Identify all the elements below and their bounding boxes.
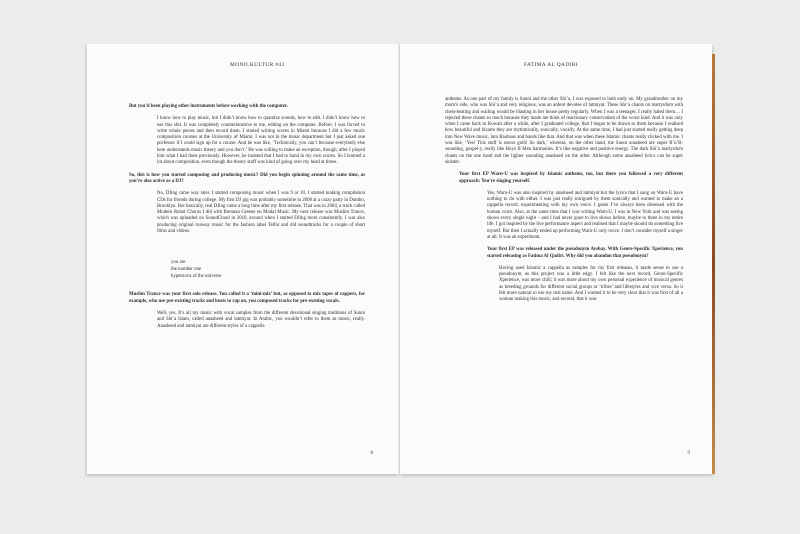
question: But you’d been playing other instruments before working with the computer. bbox=[129, 104, 288, 109]
page-header: FATIMA AL QADIRI bbox=[524, 62, 579, 68]
question: Your first EP Warn-U was inspired by Islamic anthems, too, but there you followed a very different approach: You’re singing yourself. bbox=[459, 172, 683, 184]
answer: I know how to play music, but I didn’t know how to quantize sounds, how to edit. I didn’t know how to use this shit. It was completely counterintuitive to me, editing on the computer. Before, I was forced to write whole pieces and then record them. I started writing scores in Miami because I did a few music composition courses at the University of Miami. I was not in the music department but I just asked one professor if I could sign up for a course. And he was like, ‘Technically, you can’t because everybody else here understands music theory and you don’t.’ He was willing to make an exception, though, after I played him what I had done previously. However, he insisted that I had to hand in my own scores. So I learned a lot about composition, even though the theory stuff was kind of going over my head at times. bbox=[157, 116, 365, 166]
poem-line: the number one bbox=[171, 267, 202, 273]
left-page bbox=[87, 44, 399, 474]
question: Muslim Trance was your first solo release. You called it a ‘mini-mix’ but, as opposed to mix tapes of rappers, for example, who use pre-existing tracks and beats to rap on, you composed tracks for pre-existing vocals. bbox=[129, 292, 365, 304]
poem-line: you are bbox=[171, 260, 186, 266]
question: So, this is how you started composing and producing music? Did you begin spinning around the same time, as you’re also active as a DJ? bbox=[129, 172, 365, 184]
answer: anthems. As one part of my family is Sunni and the other Shi’a, I was exposed to both early on. My grandmother on my mom’s side, who was Shi’a and very religious, was an ardent devotee of latmiyat. These Shi’a chants on martyrdom with chest-beating and wailing would be blasting in her house pretty regularly. When I was a teenager, I really hated them… I rejected these chants so much because they made me think of reactionary conservatism of the worst kind. And it was only when I came back to Kuwait after a while, after I graduated college, that I began to be drawn to them because I realised how beautiful and bizarre they are rhythmically, sonically, vocally. At the same time, I had just started really getting deep into New Wave music, into Bauhaus and bands like that. And that was when these Islamic chants really clicked with me. I was like, ‘Yes! This stuff is soooo goth! So dark,’ whereas, on the other hand, the Sunni anasheed are super R’n’B-sounding, gospel-y, really like Boyz II Men harmonies. It’s like negative and positive energy. The dark Shi’a martyrdom chants on the one hand and the lighter sounding anasheed on the other. Although some anasheed lyrics can be super sinister. bbox=[445, 97, 683, 165]
page-number: 9 bbox=[687, 451, 690, 456]
poem-line: hypernova of the universe bbox=[171, 274, 222, 280]
answer: No, DJing came way later. I started composing music when I was 9 or 10. I started making compilation CDs for friends during college. My first DJ gig was probably sometime in 2008 at a crazy party in Dumbo, Brooklyn. But basically, real DJing came a long time after my first release. That was in 2004, a track called Modern Robot Chorus I did with Brennan Greene on Modal Music. My next release was Muslim Trance, which was uploaded on SoundCloud in 2010, around when I started DJing more consistently. I was also producing original runway music for the fashion label Telfar and did soundtracks for a couple of short films and videos. bbox=[157, 191, 365, 235]
right-page bbox=[400, 44, 712, 474]
page-header: MONO.KULTUR #43 bbox=[230, 62, 285, 68]
answer: Well, yes. It’s all my music with vocal samples from the different devotional singing traditions of Sunni and Shi’a Islam, called anasheed and latmiyat. In Arabic, you wouldn’t refer to them as music, really. Anasheed and latmiyat are different styles of a cappella bbox=[157, 310, 365, 329]
poem-quote bbox=[171, 259, 365, 280]
question: Your first EP was released under the pseudonym Ayshay. With Genre-Specific Xperience, you started releasing as Fatima Al Qadiri. Why did you abandon that pseudonym? bbox=[487, 247, 683, 259]
right-page-text bbox=[445, 97, 683, 310]
page-edge bbox=[712, 54, 715, 474]
answer: Yes, Warn-U was also inspired by anasheed and latmiyat but the lyrics that I sang on Warn-U have nothing to do with either. I was just really intrigued by them sonically and wanted to make an a cappella record, experimenting with my own voice. I guess I’ve always been obsessed with the human voice. Also, at the same time that I was writing Warn-U, I was in New York and was seeing shows every single night – and I had never gone to live shows before, maybe to three in my entire life. I got inspired by the live performance aspect and realised that I maybe should do something live myself. But then I actually ended up performing Warn-U only twice. I don’t consider myself a singer at all. It was an experiment. bbox=[487, 190, 683, 240]
page-number: 8 bbox=[370, 451, 373, 456]
answer: Having used Islamic a cappella as samples for my first releases, it made sense to use a pseudonym, as this project was a little edgy. I felt like the next record, Genre-Specific Xperience, was more chill; it was more about my own personal experience of musical genres as breeding grounds for different social groups or ‘tribes’ and lifestyles and vice versa. So it felt more natural to use my real name. And I wanted it to be very clear that it was first of all a woman making this music, and second, that it was bbox=[499, 265, 683, 303]
left-page-text bbox=[129, 104, 365, 336]
